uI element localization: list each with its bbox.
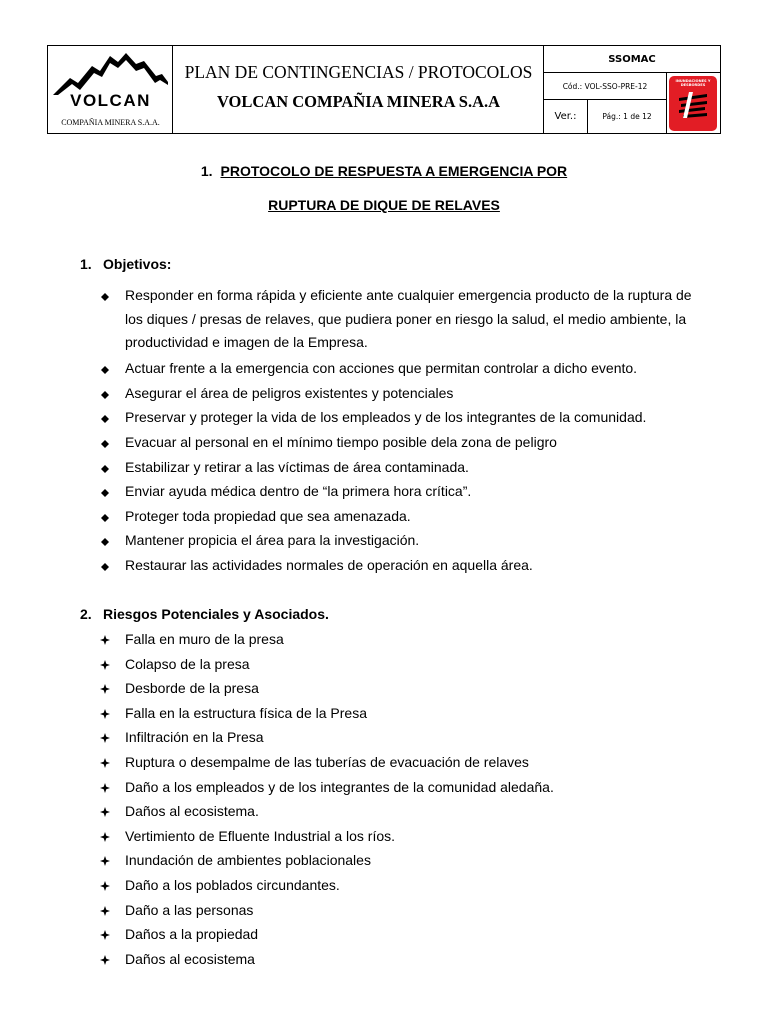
four-diamond-star-icon [100,783,110,793]
list-item: Asegurar el área de peligros existentes y potenciales [125,385,454,401]
list-item: Vertimiento de Efluente Industrial a los ríos. [125,827,396,844]
logo-cell [48,46,173,133]
list-item: Daños a la propiedad [125,926,259,943]
title-text-1: PROTOCOLO DE RESPUESTA A EMERGENCIA POR [220,163,568,179]
logo-wordmark: VOLCAN [70,91,151,110]
risks-heading [80,606,329,622]
flood-badge [669,76,717,131]
list-item: Estabilizar y retirar a las víctimas de área contaminada. [125,459,469,475]
diamond-bullet-icon [101,366,109,374]
header-info-cell [544,46,720,133]
header-title-cell [173,46,544,133]
protocol-title-line-2 [0,197,768,213]
risks-heading-text: Riesgos Potenciales y Asociados. [103,606,329,622]
four-diamond-star-icon [100,807,110,817]
four-diamond-star-icon [100,635,110,645]
diamond-bullet-icon [101,415,109,423]
diamond-bullet-icon [101,563,109,571]
version-label: Ver.: [544,100,588,133]
list-item: Actuar frente a la emergencia con acciones que permitan controlar a dicho evento. [125,360,638,376]
badge-label: INUNDACIONES Y DESBORDES [675,79,711,88]
ssomac-label: SSOMAC [544,46,720,73]
list-item: Daño a los empleados y de los integrantes de la comunidad aledaña. [125,778,554,795]
list-item: Mantener propicia el área para la investigación. [125,532,420,548]
four-diamond-star-icon [100,709,110,719]
flood-wave-icon [677,90,709,120]
objectives-number: 1. [80,256,92,272]
page-number: Pág.: 1 de 12 [588,100,667,133]
title-text-2: RUPTURA DE DIQUE DE RELAVES [268,197,500,213]
diamond-bullet-icon [101,440,109,448]
protocol-title-line-1 [0,163,768,179]
list-item: Falla en la estructura física de la Presa [125,704,368,721]
four-diamond-star-icon [100,660,110,670]
diamond-bullet-icon [101,465,109,473]
four-diamond-star-icon [100,684,110,694]
diamond-bullet-icon [101,538,109,546]
four-diamond-star-icon [100,733,110,743]
list-item: Colapso de la presa [125,655,250,672]
list-item: Preservar y proteger la vida de los empleados y de los integrantes de la comunidad. [125,409,647,425]
document-header [47,45,721,134]
mountain-logo-icon [52,52,169,96]
plan-title: PLAN DE CONTINGENCIAS / PROTOCOLOS [184,62,533,82]
list-item: Restaurar las actividades normales de operación en aquella área. [125,557,533,573]
diamond-bullet-icon [101,293,109,301]
list-item: Daño a las personas [125,901,254,918]
list-item: Daños al ecosistema [125,950,255,967]
four-diamond-star-icon [100,930,110,940]
list-item: Responder en forma rápida y eficiente ante cualquier emergencia producto de la ruptura de los diques / presas de relaves, que pudiera poner en riesgo la salud, el medio ambiente, la productividad e imagen de la Empresa. [125,287,692,350]
four-diamond-star-icon [100,832,110,842]
four-diamond-star-icon [100,906,110,916]
list-item: Desborde de la presa [125,680,259,697]
badge-cell [667,73,720,133]
four-diamond-star-icon [100,758,110,768]
list-item: Daños al ecosistema. [125,803,259,820]
objectives-heading-text: Objetivos: [103,256,172,272]
list-item: Enviar ayuda médica dentro de “la primera hora crítica”. [125,483,472,499]
company-title: VOLCAN COMPAÑIA MINERA S.A.A [216,92,501,111]
list-item: Daño a los poblados circundantes. [125,877,340,893]
list-item: Proteger toda propiedad que sea amenazada. [125,508,411,524]
logo-subtitle: COMPAÑIA MINERA S.A.A. [61,118,160,127]
list-item: Inundación de ambientes poblacionales [125,852,371,869]
four-diamond-star-icon [100,856,110,866]
title-number: 1. [200,163,213,179]
list-item: Falla en muro de la presa [125,631,284,647]
list-item: Evacuar al personal en el mínimo tiempo posible dela zona de peligro [125,434,557,450]
diamond-bullet-icon [101,489,109,497]
document-code: Cód.: VOL-SSO-PRE-12 [544,73,667,100]
four-diamond-star-icon [100,955,110,965]
risks-number: 2. [80,606,92,622]
diamond-bullet-icon [101,514,109,522]
four-diamond-star-icon [100,881,110,891]
list-item: Ruptura o desempalme de las tuberías de evacuación de relaves [125,754,529,770]
objectives-heading [80,256,171,272]
diamond-bullet-icon [101,391,109,399]
list-item: Infiltración en la Presa [125,729,264,746]
